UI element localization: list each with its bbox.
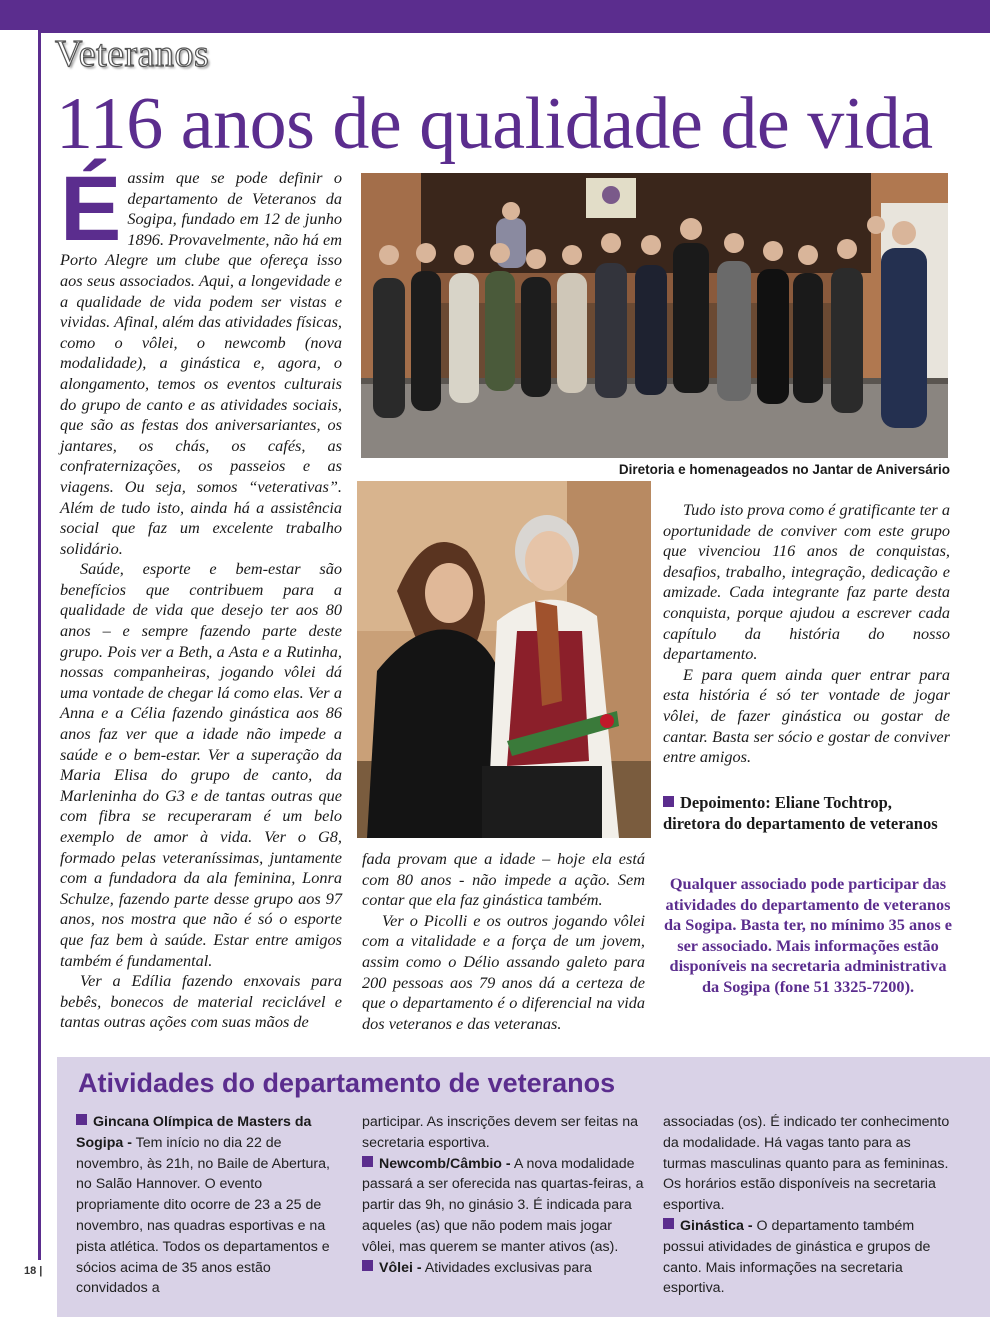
article-column-1 [60,158,342,1033]
portrait-photo [357,481,651,838]
group-photo-caption: Diretoria e homenageados no Jantar de Aniversário [618,462,950,477]
square-bullet-icon [663,1218,674,1229]
paragraph-1 [60,158,342,559]
paragraph-5: Ver o Picolli e os outros jogando vôlei com a vitalidade e a força de um jovem, assim como o Délio assando galeto para 200 pessoas aos 79 anos dá a certeza de que o departamento é o diferencial na vida dos veteranos e das veteranas. [362,910,645,1033]
activities-column-2-text [362,1112,645,1278]
paragraph-3: Ver a Edília fazendo enxovais para bebês, bonecos de material reciclável e tantas outras ações com suas mãos de [60,971,342,1032]
activity-title-newcomb: Newcomb/Câmbio - [379,1155,511,1172]
testimonial-signature [663,792,953,834]
activity-text-ginastica: O departamento também possui atividades de ginástica e grupos de canto. Mais informações na secretaria esportiva. [663,1217,931,1297]
info-callout: Qualquer associado pode participar das atividades do departamento de veteranos da Sogipa. Basta ter, no mínimo 35 anos e ser associado. Mais informações estão disponíveis na secretaria administrativa da Sogipa (fone 51 3325-7200). [664,874,952,996]
square-bullet-icon [362,1156,373,1167]
paragraph-1-text: assim que se pode definir o departamento de Veteranos da Sogipa, fundado em 12 de junho 1896. Provavelmente, não há em Porto Alegre um clube que ofereça isso aos seus associados. Aqui, a longevidade e a qualidade de vida podem ser vistas e vividas. Afinal, além das atividades físicas, como o vôlei, o newcomb (nova modalidade), a ginástica e, agora, o alongamento, temos os eventos culturais do grupo de canto e as atividades sociais, que são as festas dos aniversariantes, os jantares, os chás, os cafés, as confraternizações, os passeios e as viagens. Ou seja, somos “veterativas”. Além de tudo isto, ainda há a assistência social que faz um excelente trabalho solidário. [60,168,342,558]
activity-title-gincana: Gincana Olímpica de Masters da Sogipa - [76,1114,312,1151]
activity-text-volei-cont: associadas (os). É indicado ter conhecimento da modalidade. Há vagas tanto para as turmas masculinas quanto para as femininas. Os horários estão disponíveis na secretaria esportiva. [663,1114,950,1214]
square-bullet-icon [362,1260,373,1271]
article-column-2 [362,849,645,1034]
activities-column-3 [663,1112,950,1299]
activity-text-gincana-cont: participar. As inscrições devem ser feitas na secretaria esportiva. [362,1114,638,1151]
headline: 116 anos de qualidade de vida [56,83,933,165]
activity-text-volei-start: Atividades exclusivas para [424,1259,592,1276]
paragraph-6: Tudo isto prova como é gratificante ter a oportunidade de conviver com este grupo que vivenciou 116 anos de conquistas, desafios, trabalho, integração, dedicação e amizade. Cada integrante faz parte desta conquista, porque ajudou a escrever cada capítulo da história do nosso departamento. [663,500,950,664]
activities-column-1 [76,1112,346,1299]
paragraph-2: Saúde, esporte e bem-estar são benefícios que contribuem para a qualidade de vida que desejo ter aos 80 anos – e sempre fazendo parte deste grupo. Pois ver a Beth, a Asta e a Rutinha, nossas companheiras, jogando vôlei dá uma vontade de chegar lá como elas. Ver a Anna e a Célia fazendo ginástica aos 86 anos faz ver que a idade não impede a saúde e o bem-estar. Ver a superação da Maria Elisa do grupo de canto, da Marleninha do G3 e de tantas outras que com fibra se recuperaram é um belo exemplo de amor à vida. Ver o G8, formado pelas veteraníssimas, juntamente com a fundadora da ala feminina, Lonra Schulze, fazendo parte desse grupo aos 97 anos, nos mostra que não é só o esporte que faz bem à saúde. Estar entre amigos também é fundamental. [60,559,342,970]
top-color-bar [0,0,990,30]
square-bullet-icon [76,1114,87,1125]
activity-text-gincana: Tem início no dia 22 de novembro, às 21h, no Baile de Abertura, no Salão Hannover. O evento propriamente dito ocorre de 23 a 25 de novembro, nas quadras esportivas e na pista atlética. Todos os departamentos e sócios acima de 35 anos estão convidados a [76,1134,330,1297]
signature-text: Depoimento: Eliane Tochtrop, diretora do departamento de veteranos [663,793,938,833]
activities-box-title: Atividades do departamento de veteranos [78,1068,616,1098]
frame-left-rule [38,30,41,1260]
section-title: Veteranos [55,33,210,75]
paragraph-4: fada provam que a idade – hoje ela está com 80 anos - não impede a ação. Sem contar que ela faz ginástica também. [362,849,645,910]
article-column-3 [663,500,950,768]
activity-text-newcomb: A nova modalidade passará a ser oferecida nas quartas-feiras, a partir das 9h, no ginásio 3. É indicada para aqueles (as) que não podem mais jogar vôlei, mas querem se manter ativos (as). [362,1155,644,1255]
drop-cap: É [60,158,122,260]
square-bullet-icon [663,796,674,807]
page-number: 18 | [24,1265,43,1277]
activity-title-ginastica: Ginástica - [680,1217,753,1234]
group-photo [361,173,948,458]
paragraph-7: E para quem ainda quer entrar para esta história é só ter vontade de jogar vôlei, de fazer ginástica ou gostar de cantar. Basta ser sócio e gostar de conviver entre amigos. [663,664,950,767]
activity-title-volei: Vôlei - [379,1259,422,1276]
